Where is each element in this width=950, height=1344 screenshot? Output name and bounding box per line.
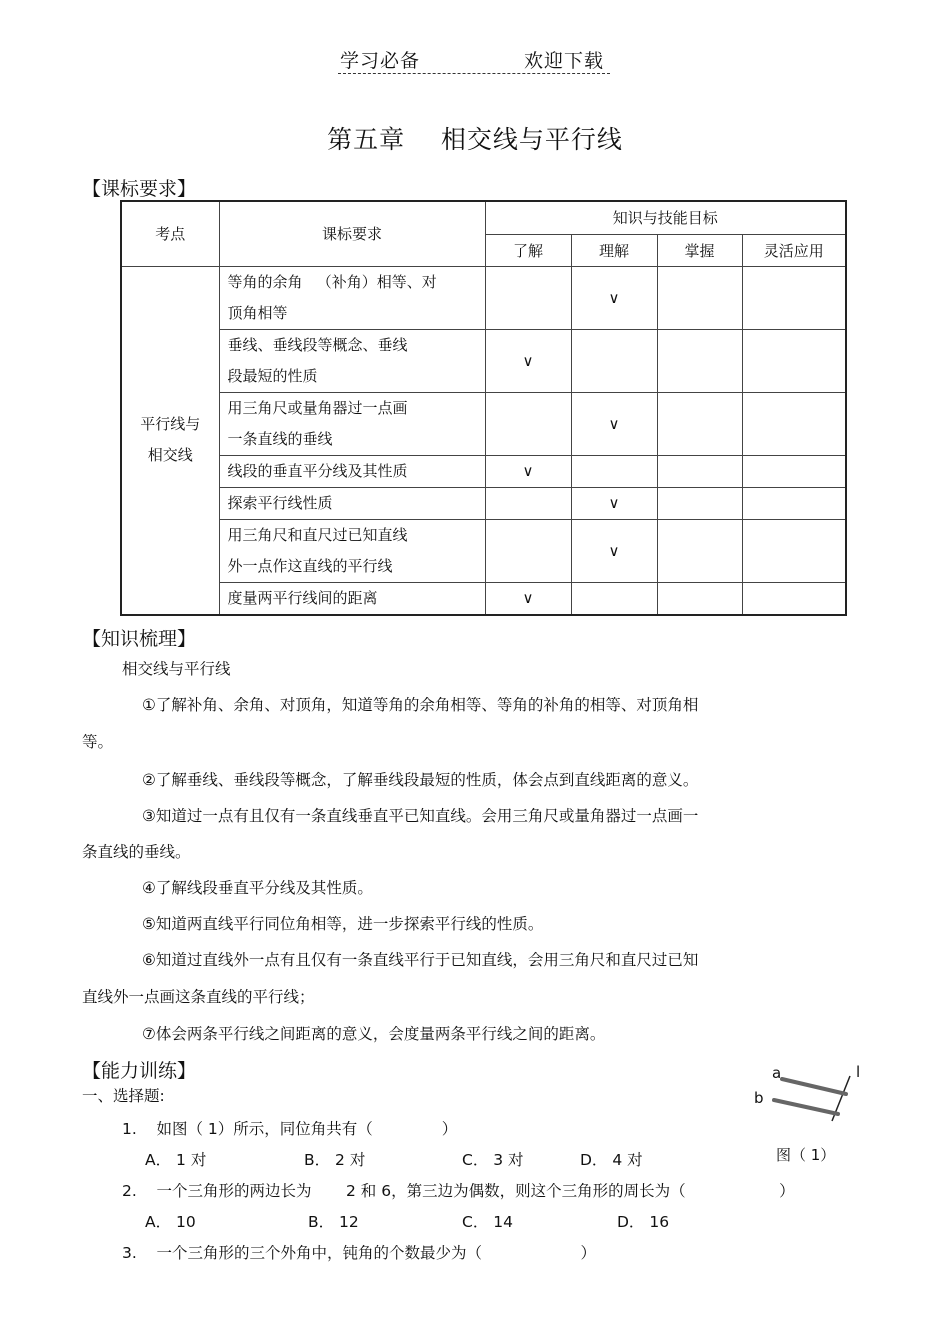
training-part1: 一、选择题:: [82, 1087, 165, 1105]
subheader-zhangwo: 掌握: [657, 234, 742, 266]
header-goal: 知识与技能目标: [485, 201, 846, 234]
kaodian-cell: [121, 266, 219, 615]
table-row: [121, 487, 846, 519]
subheader-liaojie: 了解: [485, 234, 571, 266]
table-row: [121, 582, 846, 615]
check-mark: ∨: [571, 266, 657, 329]
q1-option-c: C． 3 对: [462, 1151, 524, 1169]
subheader-linghuo: 灵活应用: [742, 234, 846, 266]
row-text: 垂线、垂线段等概念、垂线: [227, 335, 408, 354]
q2-option-a: A． 10: [145, 1213, 196, 1231]
question-1: 1. 如图（ 1）所示，同位角共有（ ）: [122, 1120, 458, 1138]
check-mark: ∨: [571, 487, 657, 519]
question-2: 2. 一个三角形的两边长为 2 和 6，第三边为偶数，则这个三角形的周长为（ ）: [122, 1182, 795, 1200]
row-text: 段最短的性质: [227, 366, 318, 385]
check-mark: ∨: [485, 582, 571, 615]
row-text: 顶角相等: [227, 303, 288, 322]
figure-1: [752, 1062, 872, 1167]
check-mark: ∨: [485, 329, 571, 392]
question-3: 3. 一个三角形的三个外角中，钝角的个数最少为（ ）: [122, 1244, 597, 1262]
section-training: 【能力训练】: [82, 1060, 197, 1082]
knowledge-p6a: ⑥知道过直线外一点有且仅有一条直线平行于已知直线，会用三角尺和直尺过已知: [142, 951, 699, 969]
row-text: 线段的垂直平分线及其性质: [227, 461, 408, 480]
knowledge-p1a: ①了解补角、余角、对顶角，知道等角的余角相等、等角的补角的相等、对顶角相: [142, 696, 699, 714]
label-b: b: [754, 1089, 764, 1107]
section-knowledge: 【知识梳理】: [82, 628, 197, 650]
q2-option-c: C． 14: [462, 1213, 513, 1231]
knowledge-p5: ⑤知道两直线平行同位角相等，进一步探索平行线的性质。: [142, 915, 544, 933]
q1-option-b: B． 2 对: [304, 1151, 366, 1169]
row-text: 等角的余角 （补角）相等、对: [227, 272, 437, 291]
header-kaodian: 考点: [121, 201, 219, 266]
row-text: 用三角尺或量角器过一点画: [227, 398, 408, 417]
knowledge-p3a: ③知道过一点有且仅有一条直线垂直平已知直线。会用三角尺或量角器过一点画一: [142, 807, 699, 825]
knowledge-p2: ②了解垂线、垂线段等概念，了解垂线段最短的性质，体会点到直线距离的意义。: [142, 771, 699, 789]
knowledge-p4: ④了解线段垂直平分线及其性质。: [142, 879, 373, 897]
table-row: [121, 519, 846, 582]
table-row: [121, 455, 846, 487]
knowledge-p7: ⑦体会两条平行线之间距离的意义，会度量两条平行线之间的距离。: [142, 1025, 606, 1043]
row-text: 一条直线的垂线: [227, 429, 333, 448]
row-text: 用三角尺和直尺过已知直线: [227, 525, 408, 544]
check-mark: ∨: [485, 455, 571, 487]
table-row: [121, 329, 846, 392]
label-l: l: [856, 1063, 861, 1081]
requirements-table: [120, 200, 847, 616]
q1-option-a: A． 1 对: [145, 1151, 207, 1169]
kaodian-line1: 平行线与: [140, 415, 201, 433]
q2-option-b: B． 12: [308, 1213, 359, 1231]
figure-caption: 图（ 1）: [776, 1146, 836, 1164]
section-requirements: 【课标要求】: [82, 178, 197, 200]
knowledge-p6b: 直线外一点画这条直线的平行线；: [82, 988, 315, 1006]
page-title: 第五章 相交线与平行线: [327, 125, 623, 154]
header-yaoqiu: 课标要求: [219, 201, 485, 266]
line-a: [782, 1079, 846, 1094]
kaodian-line2: 相交线: [147, 446, 193, 464]
subheader-lijie: 理解: [571, 234, 657, 266]
check-mark: ∨: [571, 519, 657, 582]
row-text: 度量两平行线间的距离: [227, 588, 378, 607]
label-a: a: [772, 1064, 782, 1082]
row-text: 外一点作这直线的平行线: [227, 556, 393, 575]
line-b: [774, 1100, 838, 1114]
knowledge-p1b: 等。: [82, 733, 114, 751]
knowledge-p3b: 条直线的垂线。: [82, 843, 191, 861]
knowledge-subtitle: 相交线与平行线: [122, 660, 231, 678]
header-rule: [338, 73, 610, 74]
check-mark: ∨: [571, 392, 657, 455]
q1-option-d: D． 4 对: [580, 1151, 643, 1169]
q2-option-d: D． 16: [617, 1213, 670, 1231]
table-row: [121, 392, 846, 455]
table-row: [121, 266, 846, 329]
row-text: 探索平行线性质: [227, 493, 333, 512]
header-right: 欢迎下载: [524, 50, 605, 72]
header-left: 学习必备: [340, 50, 421, 72]
